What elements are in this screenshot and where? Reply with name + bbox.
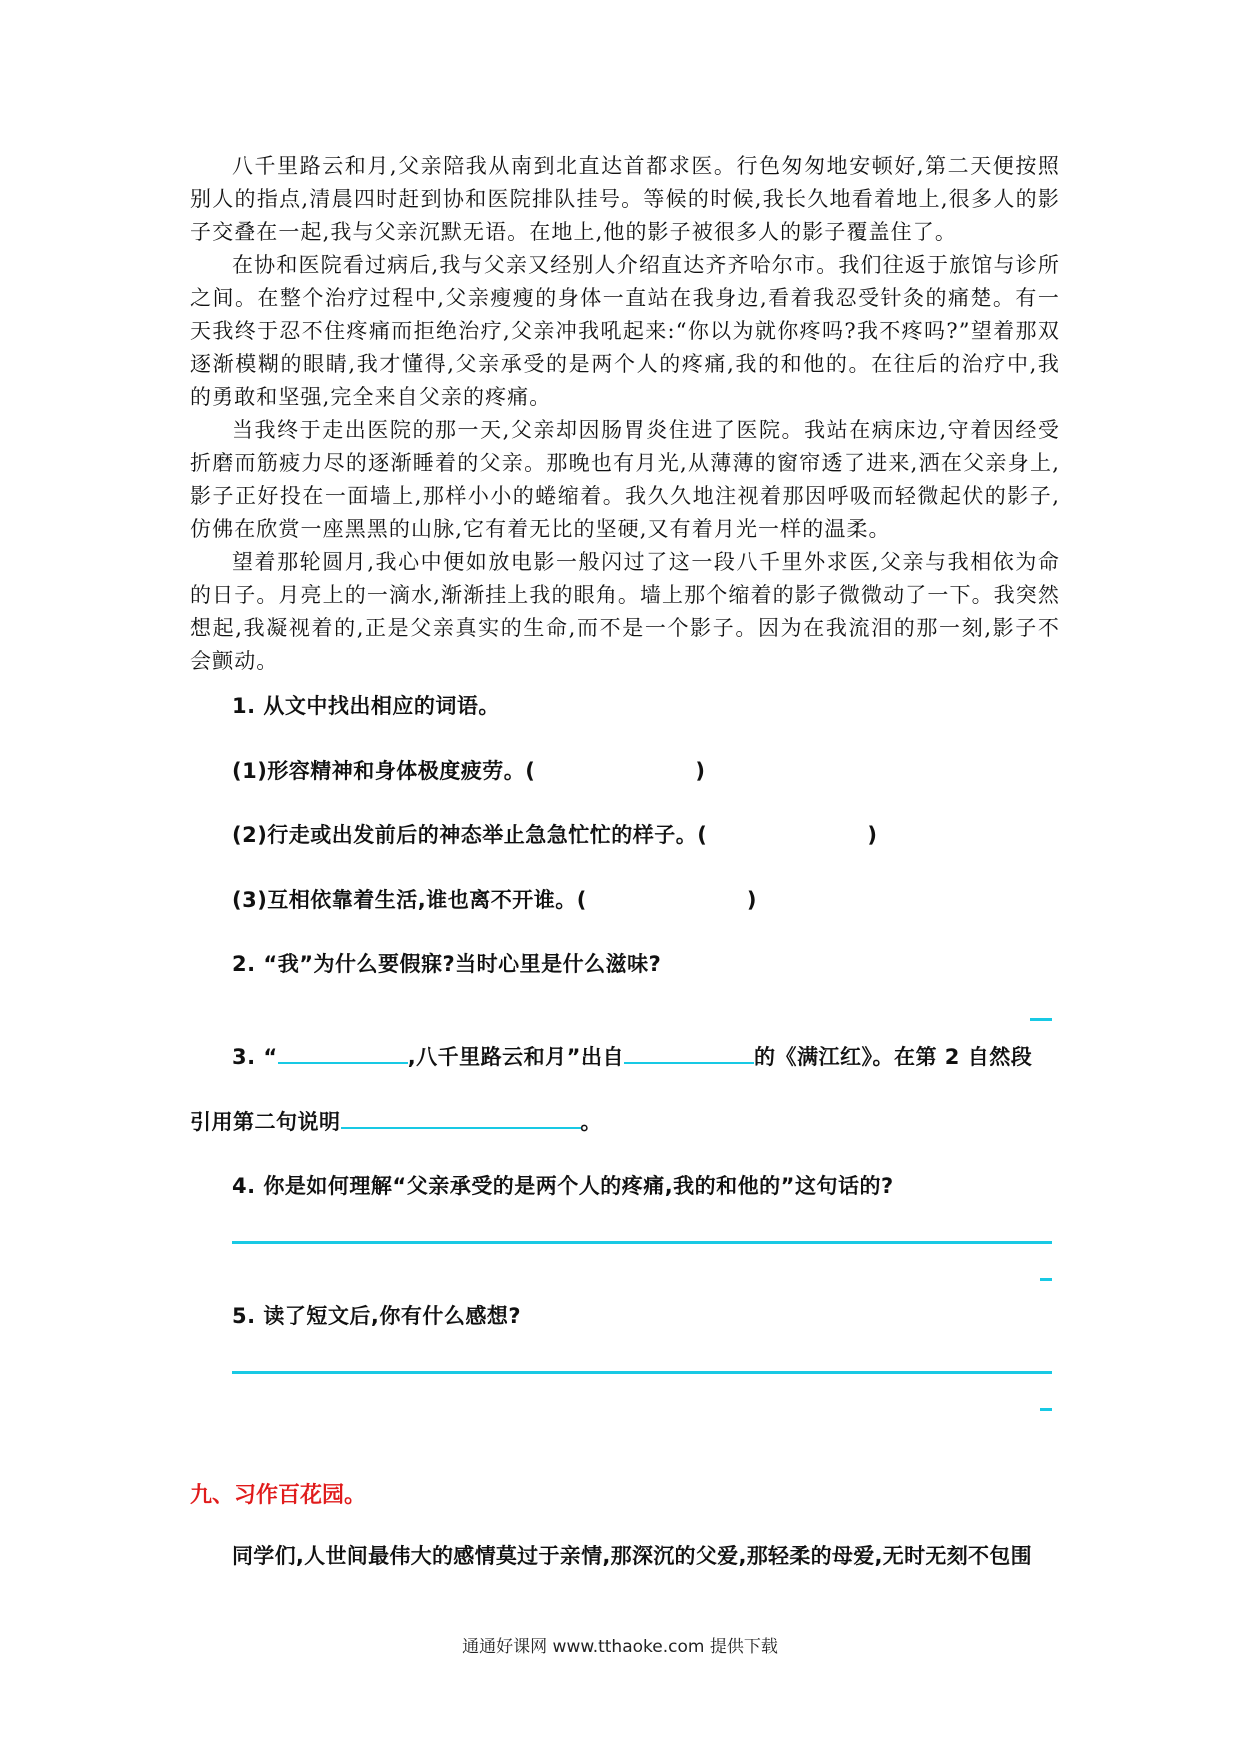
question-1b bbox=[232, 819, 878, 849]
question-4-title: 4. 你是如何理解“父亲承受的是两个人的疼痛,我的和他的”这句话的? bbox=[232, 1174, 894, 1198]
question-1c-text: (3)互相依靠着生活,谁也离不开谁。( bbox=[232, 888, 587, 912]
question-1a-close: ) bbox=[695, 759, 706, 783]
question-3-part1: 3. “ bbox=[232, 1045, 278, 1069]
question-3-line-1 bbox=[232, 1040, 1032, 1071]
question-3-part3: 的《满江红》。在第 2 自然段 bbox=[753, 1045, 1033, 1069]
question-1c bbox=[232, 884, 757, 914]
section-intro-text: 同学们,人世间最伟大的感情莫过于亲情,那深沉的父爱,那轻柔的母爱,无时无刻不包围 bbox=[232, 1544, 1032, 1568]
question-3-part5: 。 bbox=[580, 1110, 602, 1134]
answer-blank-3b[interactable] bbox=[624, 1040, 754, 1064]
passage-paragraph-1: 八千里路云和月,父亲陪我从南到北直达首都求医。行色匆匆地安顿好,第二天便按照别人的指点,清晨四时赶到协和医院排队挂号。等候的时候,我长久地看着地上,很多人的影子交叠在一起,我与父亲沉默无语。在地上,他的影子被很多人的影子覆盖住了。 bbox=[190, 154, 1060, 244]
passage-paragraph-2: 在协和医院看过病后,我与父亲又经别人介绍直达齐齐哈尔市。我们往返于旅馆与诊所之间。在整个治疗过程中,父亲瘦瘦的身体一直站在我身边,看着我忍受针灸的痛楚。有一天我终于忍不住疼痛而拒绝治疗,父亲冲我吼起来:“你以为就你疼吗?我不疼吗?”望着那双逐渐模糊的眼睛,我才懂得,父亲承受的是两个人的疼痛,我的和他的。在往后的治疗中,我的勇敢和坚强,完全来自父亲的疼痛。 bbox=[190, 253, 1060, 409]
question-5-title: 5. 读了短文后,你有什么感想? bbox=[232, 1304, 522, 1328]
answer-blank-3c[interactable] bbox=[341, 1105, 581, 1129]
answer-line-4-end bbox=[1040, 1278, 1052, 1281]
reading-passage bbox=[190, 150, 1060, 678]
question-1a bbox=[232, 755, 706, 785]
question-1-title: 1. 从文中找出相应的词语。 bbox=[232, 694, 500, 718]
answer-line-5[interactable] bbox=[232, 1371, 1052, 1374]
question-3-line-2 bbox=[190, 1105, 602, 1136]
question-1b-text: (2)行走或出发前后的神态举止急急忙忙的样子。( bbox=[232, 823, 708, 847]
answer-line-2[interactable] bbox=[1030, 1018, 1052, 1021]
question-2-title: 2. “我”为什么要假寐?当时心里是什么滋味? bbox=[232, 952, 662, 976]
passage-paragraph-4: 望着那轮圆月,我心中便如放电影一般闪过了这一段八千里外求医,父亲与我相依为命的日子。月亮上的一滴水,渐渐挂上我的眼角。墙上那个缩着的影子微微动了一下。我突然想起,我凝视着的,正是父亲真实的生命,而不是一个影子。因为在我流泪的那一刻,影子不会颤动。 bbox=[190, 550, 1060, 673]
question-3-part2: ,八千里路云和月”出自 bbox=[407, 1045, 624, 1069]
question-1c-close: ) bbox=[746, 888, 757, 912]
question-1b-close: ) bbox=[867, 823, 878, 847]
answer-line-4[interactable] bbox=[232, 1241, 1052, 1244]
section-title: 九、习作百花园。 bbox=[190, 1483, 367, 1508]
question-1a-text: (1)形容精神和身体极度疲劳。( bbox=[232, 759, 536, 783]
footer-credit: 通通好课网 www.tthaoke.com 提供下载 bbox=[462, 1637, 778, 1657]
question-3-part4: 引用第二句说明 bbox=[190, 1110, 341, 1134]
answer-line-5-end bbox=[1040, 1408, 1052, 1411]
answer-blank-3a[interactable] bbox=[278, 1040, 408, 1064]
passage-paragraph-3: 当我终于走出医院的那一天,父亲却因肠胃炎住进了医院。我站在病床边,守着因经受折磨而筋疲力尽的逐渐睡着的父亲。那晚也有月光,从薄薄的窗帘透了进来,洒在父亲身上,影子正好投在一面墙上,那样小小的蜷缩着。我久久地注视着那因呼吸而轻微起伏的影子,仿佛在欣赏一座黑黑的山脉,它有着无比的坚硬,又有着月光一样的温柔。 bbox=[190, 418, 1060, 541]
